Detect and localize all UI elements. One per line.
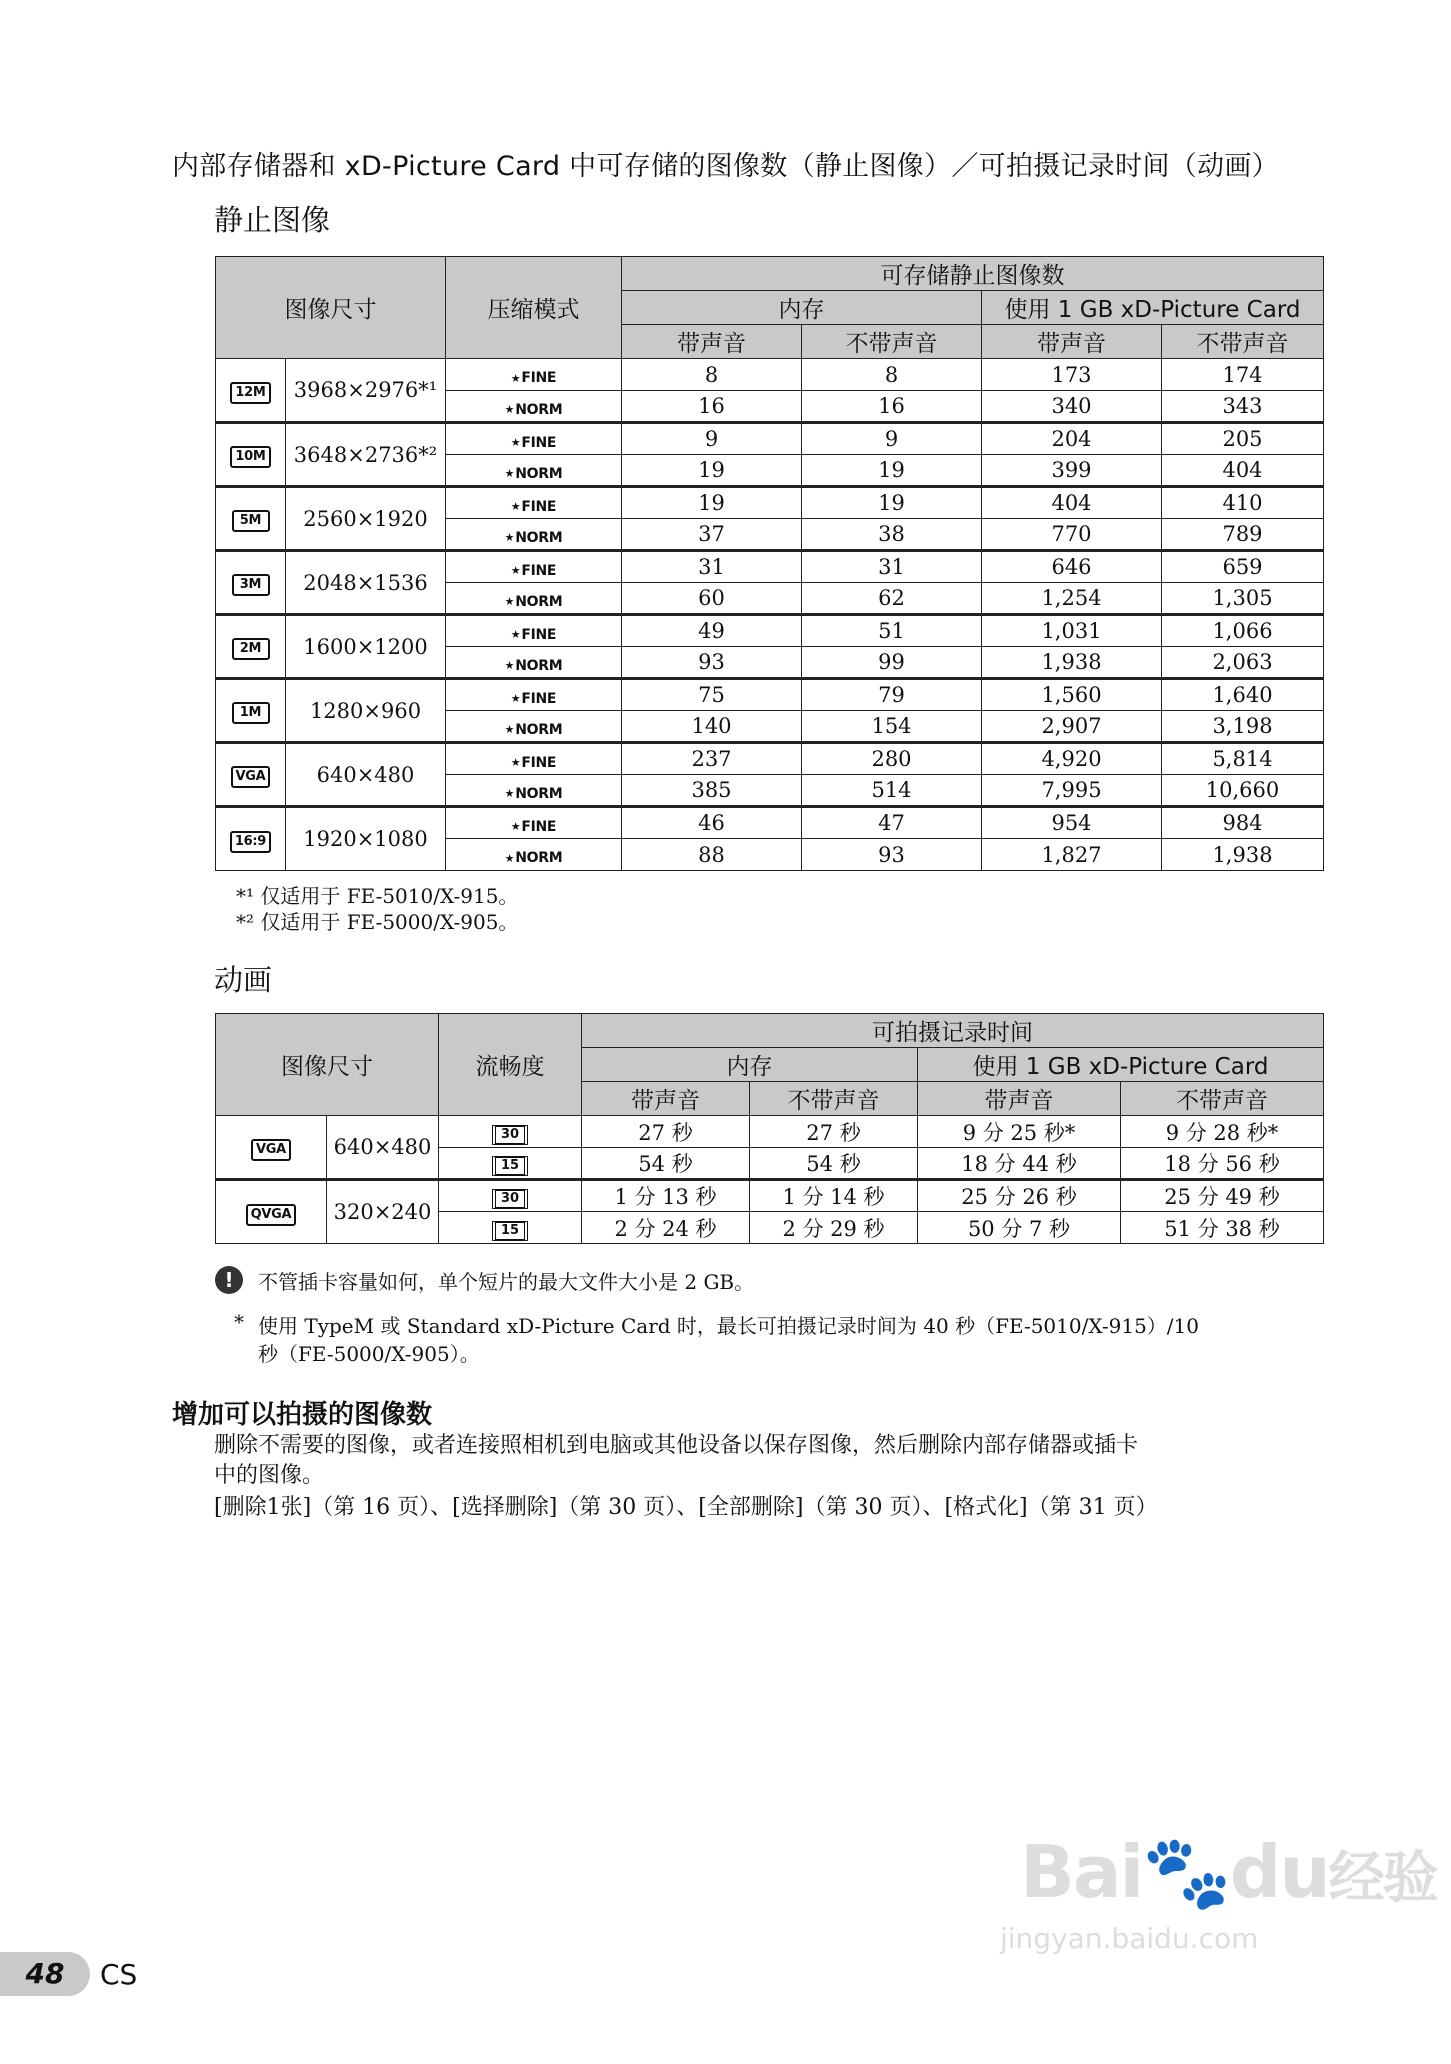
compression-mode-icon: ★ FINE [510,818,557,835]
header-internal-memory: 内存 [622,291,982,325]
compression-mode-cell [446,679,622,711]
count-cell: 37 [622,519,802,551]
time-cell: 51 分 38 秒 [1121,1212,1324,1244]
count-cell: 410 [1162,487,1324,519]
header-with-sound: 带声音 [582,1082,750,1116]
image-size-icon: 10M [230,446,270,468]
compression-mode-icon: ★ NORM [504,593,563,610]
image-size-icon: 3M [232,574,270,596]
film-frame-rate-icon: 15 [492,1156,528,1176]
compression-mode-icon: ★ FINE [510,754,557,771]
compression-mode-label: NORM [515,529,563,546]
count-cell: 174 [1162,359,1324,391]
count-cell: 62 [802,583,982,615]
compression-mode-icon: ★ NORM [504,401,563,418]
time-cell: 27 秒 [582,1116,750,1148]
caution-icon: ! [215,1266,243,1294]
compression-mode-icon: ★ NORM [504,657,563,674]
compression-mode-cell [446,519,622,551]
count-cell: 19 [802,487,982,519]
compression-mode-cell [446,423,622,455]
header-internal-memory: 内存 [582,1048,918,1082]
count-cell: 954 [982,807,1162,839]
header-recordable-time: 可拍摄记录时间 [582,1014,1324,1048]
page-title: 内部存储器和 xD-Picture Card 中可存储的图像数（静止图像）／可拍摄记录时间（动画） [172,151,1279,182]
count-cell: 404 [1162,455,1324,487]
watermark-logo [1020,1830,1437,1915]
compression-mode-cell [446,775,622,807]
image-size: 2560×1920 [286,487,446,551]
count-cell: 9 [802,423,982,455]
increase-text-line1: 删除不需要的图像，或者连接照相机到电脑或其他设备以保存图像，然后删除内部存储器或插卡 [214,1433,1139,1458]
size-icon-cell [216,615,286,679]
compression-mode-cell [446,391,622,423]
watermark-brand: Bai [1020,1830,1143,1914]
table-row [216,679,1324,711]
count-cell: 154 [802,711,982,743]
fluency-cell [439,1116,582,1148]
count-cell: 99 [802,647,982,679]
film-frame-rate-icon: 15 [492,1221,528,1241]
count-cell: 659 [1162,551,1324,583]
compression-mode-icon: ★ NORM [504,529,563,546]
time-cell: 50 分 7 秒 [918,1212,1121,1244]
header-xd-card: 使用 1 GB xD-Picture Card [918,1048,1324,1082]
time-cell: 25 分 26 秒 [918,1180,1121,1212]
count-cell: 16 [622,391,802,423]
count-cell: 204 [982,423,1162,455]
compression-mode-label: FINE [521,498,557,515]
compression-mode-icon: ★ NORM [504,850,563,866]
image-size-icon: 12M [230,382,270,404]
compression-mode-icon: ★ FINE [510,562,557,579]
compression-mode-label: NORM [515,657,563,674]
film-frame-rate-icon: 30 [492,1125,528,1145]
count-cell: 10,660 [1162,775,1324,807]
compression-mode-label: FINE [521,818,557,835]
header-without-sound: 不带声音 [1121,1082,1324,1116]
increase-section-title: 增加可以拍摄的图像数 [172,1400,433,1430]
time-cell: 18 分 56 秒 [1121,1148,1324,1180]
caution-text: 不管插卡容量如何，单个短片的最大文件大小是 2 GB。 [258,1270,755,1294]
table-row [216,1116,1324,1148]
time-cell: 1 分 14 秒 [750,1180,918,1212]
compression-mode-label: NORM [515,465,563,482]
compression-mode-cell [446,615,622,647]
compression-mode-cell [446,455,622,487]
table-row [216,743,1324,775]
compression-mode-label: FINE [521,562,557,579]
count-cell: 984 [1162,807,1324,839]
count-cell: 31 [622,551,802,583]
compression-mode-label: FINE [521,434,557,451]
count-cell: 51 [802,615,982,647]
compression-mode-icon: ★ FINE [510,690,557,707]
table-row [216,807,1324,839]
table-row [216,359,1324,391]
compression-mode-cell [446,551,622,583]
image-size: 3968×2976*¹ [286,359,446,423]
size-icon-cell [216,423,286,487]
count-cell: 79 [802,679,982,711]
count-cell: 19 [622,455,802,487]
image-size: 1280×960 [286,679,446,743]
count-cell: 1,305 [1162,583,1324,615]
size-icon-cell [216,487,286,551]
time-cell: 1 分 13 秒 [582,1180,750,1212]
image-size-icon: 5M [232,510,270,532]
still-image-table [215,256,1324,871]
image-size: 1600×1200 [286,615,446,679]
time-cell: 54 秒 [582,1148,750,1180]
compression-mode-label: NORM [515,721,563,738]
count-cell: 9 [622,423,802,455]
image-size-icon: 16:9 [230,831,271,853]
fluency-cell [439,1148,582,1180]
still-section-title: 静止图像 [214,203,331,237]
size-icon-cell [216,807,286,871]
count-cell: 8 [622,359,802,391]
count-cell: 38 [802,519,982,551]
count-cell: 16 [802,391,982,423]
count-cell: 5,814 [1162,743,1324,775]
compression-mode-label: FINE [521,370,557,386]
time-cell: 2 分 24 秒 [582,1212,750,1244]
fluency-cell [439,1212,582,1244]
watermark-url: jingyan.baidu.com [1000,1922,1259,1955]
increase-text-line2: 中的图像。 [214,1463,325,1488]
time-cell: 54 秒 [750,1148,918,1180]
count-cell: 46 [622,807,802,839]
header-with-sound: 带声音 [982,325,1162,359]
count-cell: 93 [802,839,982,871]
table-row [216,551,1324,583]
header-fluency: 流畅度 [439,1014,582,1116]
time-cell: 2 分 29 秒 [750,1212,918,1244]
note-asterisk: * [234,1310,244,1334]
note-text-line2: 秒（FE-5000/X-905）。 [258,1342,480,1366]
compression-mode-label: NORM [515,593,563,610]
table-row [216,615,1324,647]
size-icon-cell [216,551,286,615]
size-icon-cell [216,679,286,743]
count-cell: 8 [802,359,982,391]
compression-mode-icon: ★ NORM [504,721,563,738]
count-cell: 1,066 [1162,615,1324,647]
compression-mode-cell [446,839,622,871]
count-cell: 1,938 [982,647,1162,679]
compression-mode-label: FINE [521,626,557,643]
header-image-size: 图像尺寸 [216,257,446,359]
increase-text-line3: [删除1张]（第 16 页）、[选择删除]（第 30 页）、[全部删除]（第 30 页）、[格式化]（第 31 页） [214,1495,1158,1520]
table-row [216,487,1324,519]
count-cell: 340 [982,391,1162,423]
header-with-sound: 带声音 [622,325,802,359]
watermark-brand-du: du [1229,1830,1329,1914]
footnote-2: *² 仅适用于 FE-5000/X-905。 [236,910,519,934]
compression-mode-cell [446,583,622,615]
size-icon-cell [216,1180,327,1244]
count-cell: 19 [802,455,982,487]
count-cell: 31 [802,551,982,583]
header-with-sound: 带声音 [918,1082,1121,1116]
size-icon-cell [216,359,286,423]
count-cell: 1,254 [982,583,1162,615]
compression-mode-label: FINE [521,690,557,707]
footnote-1: *¹ 仅适用于 FE-5010/X-915。 [236,884,519,908]
movie-size: 640×480 [327,1116,439,1180]
header-compression: 压缩模式 [446,257,622,359]
image-size: 640×480 [286,743,446,807]
movie-size-icon: QVGA [246,1204,297,1226]
compression-mode-cell [446,711,622,743]
count-cell: 7,995 [982,775,1162,807]
count-cell: 1,031 [982,615,1162,647]
count-cell: 4,920 [982,743,1162,775]
page-number: 48 [0,1952,90,1996]
fluency-cell [439,1180,582,1212]
count-cell: 1,938 [1162,839,1324,871]
count-cell: 88 [622,839,802,871]
count-cell: 1,640 [1162,679,1324,711]
compression-mode-icon: ★ FINE [510,370,557,386]
count-cell: 205 [1162,423,1324,455]
size-icon-cell [216,1116,327,1180]
compression-mode-cell [446,359,622,391]
count-cell: 49 [622,615,802,647]
compression-mode-cell [446,647,622,679]
image-size-icon: 1M [232,702,270,724]
movie-section-title: 动画 [214,963,273,997]
count-cell: 404 [982,487,1162,519]
header-without-sound: 不带声音 [750,1082,918,1116]
compression-mode-label: FINE [521,754,557,771]
count-cell: 2,907 [982,711,1162,743]
count-cell: 770 [982,519,1162,551]
count-cell: 385 [622,775,802,807]
compression-mode-icon: ★ NORM [504,785,563,802]
compression-mode-icon: ★ FINE [510,626,557,643]
count-cell: 173 [982,359,1162,391]
count-cell: 3,198 [1162,711,1324,743]
image-size: 1920×1080 [286,807,446,871]
language-code: CS [100,1958,138,1991]
compression-mode-cell [446,743,622,775]
time-cell: 18 分 44 秒 [918,1148,1121,1180]
count-cell: 514 [802,775,982,807]
compression-mode-label: NORM [515,785,563,802]
compression-mode-icon: ★ FINE [510,434,557,451]
compression-mode-icon: ★ NORM [504,465,563,482]
header-without-sound: 不带声音 [1162,325,1324,359]
count-cell: 19 [622,487,802,519]
note-text-line1: 使用 TypeM 或 Standard xD-Picture Card 时，最长可拍摄记录时间为 40 秒（FE-5010/X-915）/10 [258,1314,1199,1338]
count-cell: 93 [622,647,802,679]
time-cell: 27 秒 [750,1116,918,1148]
header-without-sound: 不带声音 [802,325,982,359]
image-size: 2048×1536 [286,551,446,615]
image-size-icon: VGA [231,766,271,788]
time-cell: 9 分 28 秒* [1121,1116,1324,1148]
watermark-brand-cn: 经验 [1328,1846,1437,1911]
watermark-paw-icon: 🐾 [1142,1830,1230,1914]
count-cell: 399 [982,455,1162,487]
count-cell: 646 [982,551,1162,583]
count-cell: 2,063 [1162,647,1324,679]
count-cell: 789 [1162,519,1324,551]
header-image-size: 图像尺寸 [216,1014,439,1116]
compression-mode-icon: ★ FINE [510,498,557,515]
compression-mode-cell [446,487,622,519]
table-row [216,1180,1324,1212]
movie-table [215,1013,1324,1244]
count-cell: 280 [802,743,982,775]
table-row [216,423,1324,455]
compression-mode-label: NORM [515,850,563,866]
count-cell: 237 [622,743,802,775]
count-cell: 140 [622,711,802,743]
size-icon-cell [216,743,286,807]
compression-mode-cell [446,807,622,839]
image-size-icon: 2M [232,638,270,660]
image-size: 3648×2736*² [286,423,446,487]
header-xd-card: 使用 1 GB xD-Picture Card [982,291,1324,325]
count-cell: 1,827 [982,839,1162,871]
time-cell: 25 分 49 秒 [1121,1180,1324,1212]
header-storable-count: 可存储静止图像数 [622,257,1324,291]
count-cell: 343 [1162,391,1324,423]
count-cell: 60 [622,583,802,615]
compression-mode-label: NORM [515,401,563,418]
count-cell: 1,560 [982,679,1162,711]
count-cell: 47 [802,807,982,839]
count-cell: 75 [622,679,802,711]
film-frame-rate-icon: 30 [492,1189,528,1209]
movie-size: 320×240 [327,1180,439,1244]
time-cell: 9 分 25 秒* [918,1116,1121,1148]
movie-size-icon: VGA [251,1139,291,1161]
